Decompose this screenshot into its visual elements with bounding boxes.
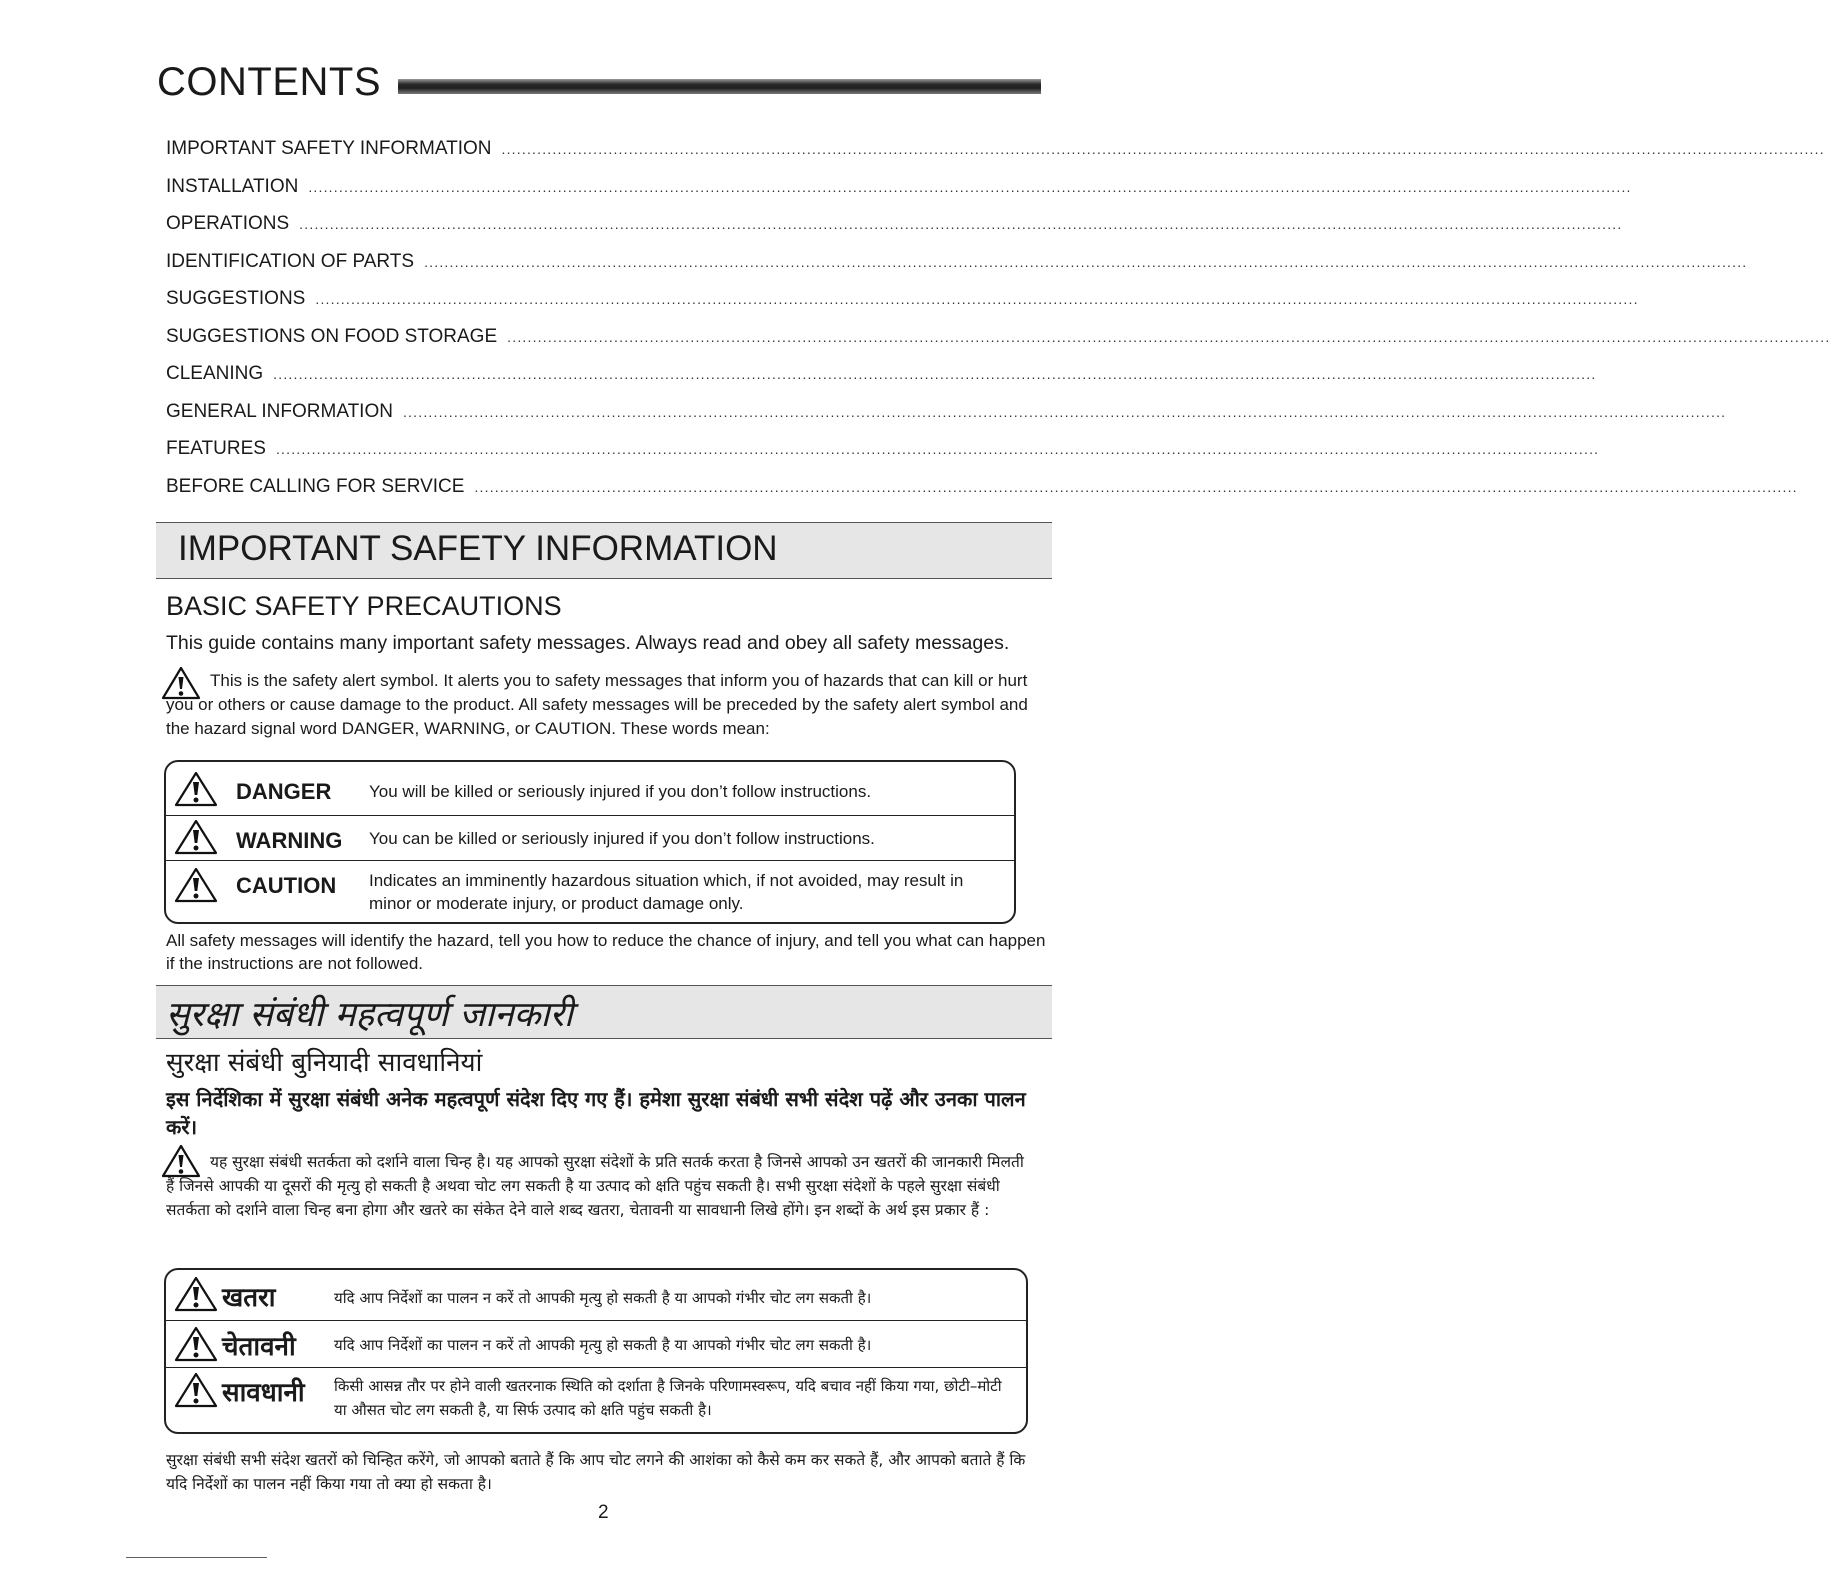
contents-header-bar — [398, 79, 1041, 94]
safety-message-summary: All safety messages will identify the hazard, tell you how to reduce the chance of injury, and tell you what can happen if the instructions are not followed. — [166, 931, 1046, 973]
toc-leader-dots: .................................................................................................................................................................................................................................................................... — [315, 291, 1639, 307]
intro-text-hindi: इस निर्देशिका में सुरक्षा संबंधी अनेक महत्वपूर्ण संदेश दिए गए हैं। हमेशा सुरक्षा संबंधी सभी संदेश पढ़ें और उनका पालन करें। — [166, 1087, 1026, 1139]
subtitle-basic-precautions-hindi: सुरक्षा संबंधी बुनियादी सावधानियां — [166, 1048, 483, 1078]
signal-row-caution-hindi — [166, 1368, 1026, 1430]
toc-entry-label: IMPORTANT SAFETY INFORMATION — [166, 138, 492, 159]
signal-word-hindi: खतरा — [222, 1283, 276, 1313]
toc-leader-dots: .................................................................................................................................................................................................................................................................... — [402, 403, 1727, 420]
toc-leader-dots: .................................................................................................................................................................................................................................................................... — [474, 478, 1798, 495]
signal-row-warning-hindi — [166, 1321, 1026, 1368]
signal-row-warning — [166, 816, 1014, 861]
toc-entry-label: BEFORE CALLING FOR SERVICE — [166, 475, 465, 497]
toc-leader-dots: .................................................................................................................................................................................................................................................................... — [308, 178, 1632, 195]
toc-leader-dots: .................................................................................................................................................................................................................................................................... — [501, 141, 1825, 157]
warning-triangle-icon — [174, 771, 218, 812]
signal-word: CAUTION — [236, 873, 337, 898]
toc-entry-label: CLEANING — [166, 363, 264, 384]
section-title: IMPORTANT SAFETY INFORMATION — [178, 529, 778, 568]
signal-word-hindi: चेतावनी — [222, 1332, 296, 1362]
toc-entry-label: FEATURES — [166, 438, 266, 459]
toc-leader-dots: .................................................................................................................................................................................................................................................................... — [273, 366, 1597, 382]
contents-title: CONTENTS — [157, 60, 381, 104]
section-header-safety-hindi — [156, 985, 1052, 1039]
signal-row-caution — [166, 861, 1014, 922]
toc-entry[interactable] — [166, 438, 1600, 476]
section-title-hindi: सुरक्षा संबंधी महत्वपूर्ण जानकारी — [166, 995, 573, 1035]
signal-description: You can be killed or seriously injured if you don’t follow instructions. — [369, 829, 875, 848]
toc-entry[interactable] — [166, 138, 1825, 176]
toc-entry[interactable] — [166, 175, 1632, 214]
signal-description: Indicates an imminently hazardous situation which, if not avoided, may result in minor or moderate injury, or product damage only. — [369, 871, 964, 913]
section-header-safety — [156, 522, 1052, 579]
toc-entry-label: GENERAL INFORMATION — [166, 400, 393, 422]
signal-row-danger-hindi — [166, 1270, 1026, 1321]
toc-entry[interactable] — [166, 400, 1727, 439]
toc-leader-dots: .................................................................................................................................................................................................................................................................... — [275, 441, 1600, 457]
toc-entry-label: IDENTIFICATION OF PARTS — [166, 250, 415, 272]
warning-triangle-icon — [174, 1372, 218, 1413]
toc-entry[interactable] — [166, 363, 1597, 401]
signal-description-hindi: यदि आप निर्देशों का पालन न करें तो आपकी मृत्यु हो सकती है या आपको गंभीर चोट लग सकती है। — [334, 1289, 872, 1307]
signal-row-danger — [166, 762, 1014, 816]
alert-symbol-text-hindi: यह सुरक्षा संबंधी सतर्कता को दर्शाने वाला चिन्ह है। यह आपको सुरक्षा संदेशों के प्रति सतर्क करता है जिनसे आपको उन खतरों की जानकारी मिलती हैं जिनसे आपकी या दूसरों की मृत्यु हो सकती है अथवा चोट लग सकती है या उत्पाद को क्षति पहुंच सकती है। सभी सुरक्षा संदेशों के पहले सुरक्षा संबंधी सतर्कता को दर्शाने वाला चिन्ह बना होगा और खतरे का संकेत देने वाले शब्द खतरा, चेतावनी या सावधानी लिखे होंगे। इन शब्दों के अर्थ इस प्रकार हैं : — [166, 1153, 1024, 1219]
toc-entry[interactable] — [166, 288, 1639, 326]
signal-word-table-hindi — [164, 1268, 1028, 1434]
toc-entry-label: SUGGESTIONS — [166, 288, 306, 309]
warning-triangle-icon — [174, 819, 218, 860]
signal-word: DANGER — [236, 779, 332, 804]
toc-entry[interactable] — [166, 475, 1798, 514]
intro-text: This guide contains many important safety messages. Always read and obey all safety messages. — [166, 632, 1010, 654]
signal-word: WARNING — [236, 828, 343, 853]
warning-triangle-icon — [174, 1326, 218, 1367]
toc-leader-dots: .................................................................................................................................................................................................................................................................... — [299, 216, 1623, 232]
page-number: 2 — [598, 1502, 609, 1523]
signal-description-hindi: यदि आप निर्देशों का पालन न करें तो आपकी मृत्यु हो सकती है या आपको गंभीर चोट लग सकती है। — [334, 1336, 872, 1354]
warning-triangle-icon — [174, 1276, 218, 1317]
footer-rule — [126, 1557, 267, 1558]
warning-triangle-icon — [174, 867, 218, 908]
toc-entry-label: OPERATIONS — [166, 213, 290, 234]
toc-entry[interactable] — [166, 250, 1748, 289]
signal-description-hindi: किसी आसन्न तौर पर होने वाली खतरनाक स्थिति को दर्शाता है जिनके परिणामस्वरूप, यदि बचाव नहीं किया गया, छोटी–मोटी या औसत चोट लग सकती है, या सिर्फ उत्पाद को क्षति पहुंच सकती है। — [334, 1377, 1002, 1419]
safety-message-summary-hindi: सुरक्षा संबंधी सभी संदेश खतरों को चिन्हित करेंगे, जो आपको बताते हैं कि आप चोट लगने की आशंका को कैसे कम कर सकते हैं, और आपको बताते हैं कि यदि निर्देशों का पालन नहीं किया गया तो क्या हो सकता है। — [166, 1451, 1026, 1493]
toc-entry-label: SUGGESTIONS ON FOOD STORAGE — [166, 325, 498, 347]
toc-leader-dots: .................................................................................................................................................................................................................................................................... — [507, 328, 1830, 345]
subtitle-basic-precautions: BASIC SAFETY PRECAUTIONS — [166, 591, 562, 621]
toc-leader-dots: .................................................................................................................................................................................................................................................................... — [424, 253, 1748, 270]
signal-word-hindi: सावधानी — [222, 1378, 305, 1408]
alert-symbol-text: This is the safety alert symbol. It alerts you to safety messages that inform you of hazards that can kill or hurt you or others or cause damage to the product. All safety messages will be preceded by the safety alert symbol and the hazard signal word DANGER, WARNING, or CAUTION. These words mean: — [166, 671, 1028, 738]
table-of-contents — [166, 138, 1830, 513]
signal-word-table — [164, 760, 1016, 924]
toc-entry[interactable] — [166, 325, 1830, 364]
signal-description: You will be killed or seriously injured if you don’t follow instructions. — [369, 782, 872, 801]
toc-entry-label: INSTALLATION — [166, 175, 299, 197]
toc-entry[interactable] — [166, 213, 1623, 251]
